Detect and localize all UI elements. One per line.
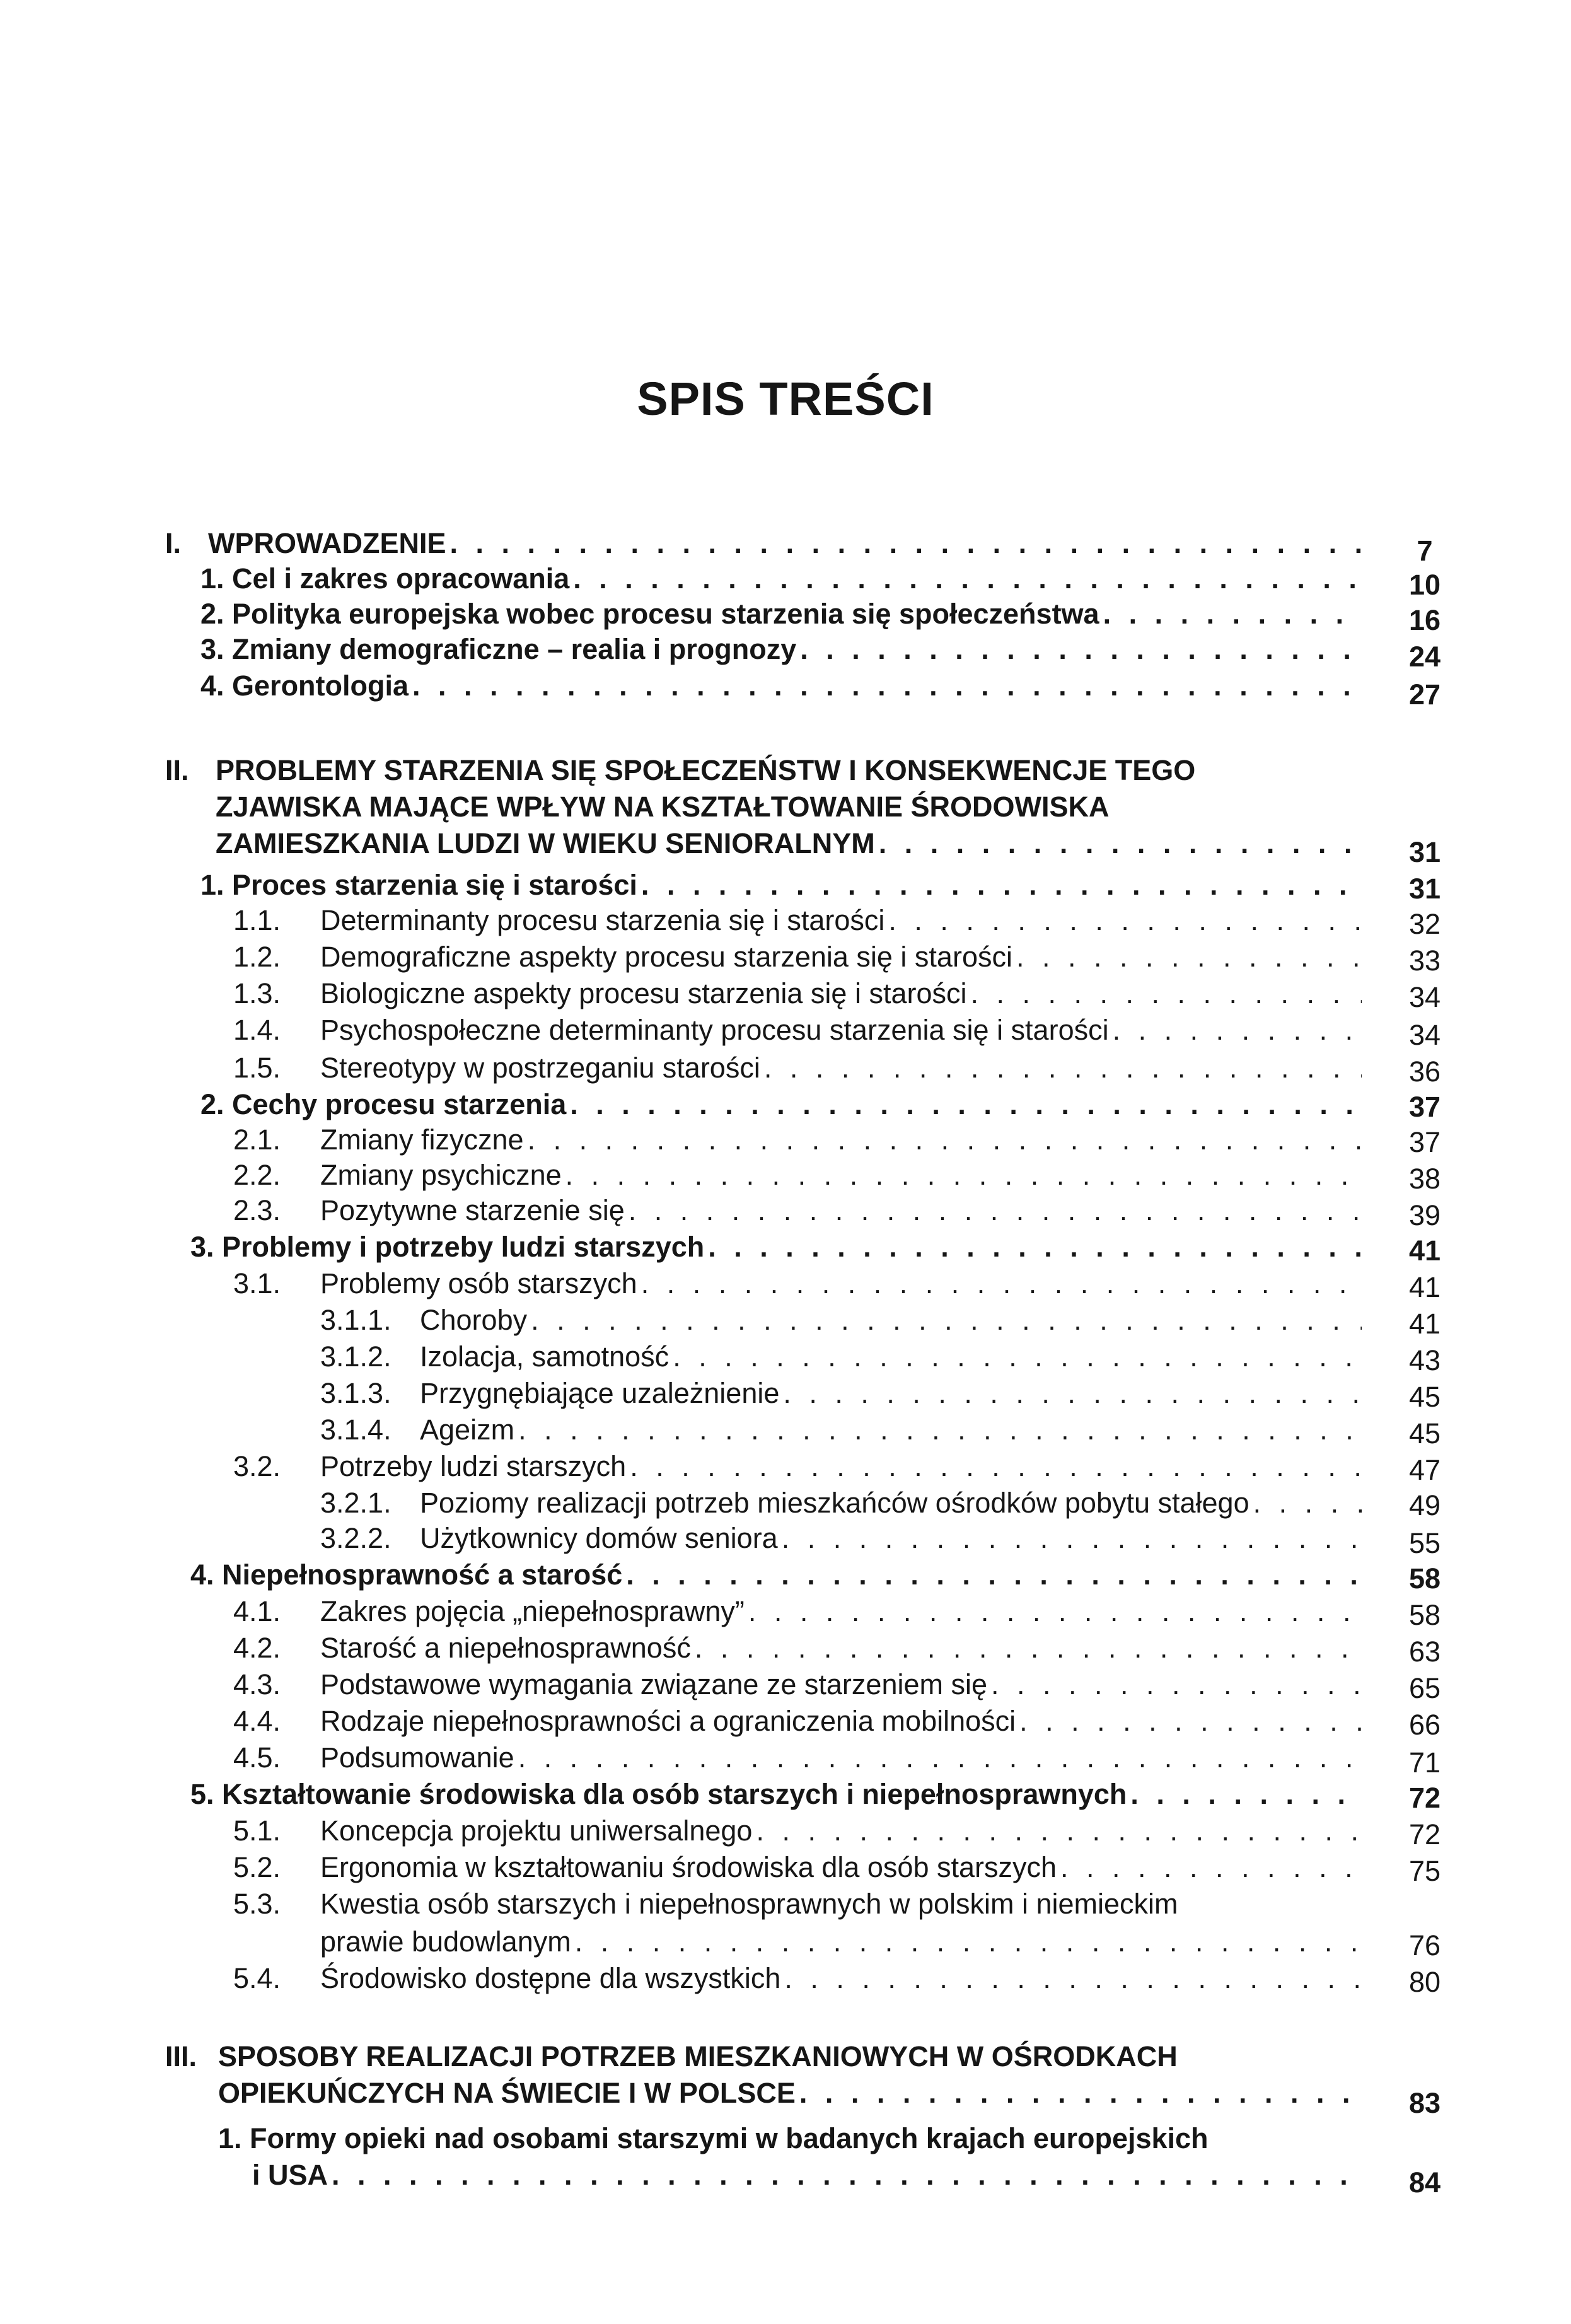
- toc-page-number: 55: [1408, 1527, 1441, 1559]
- toc-item-number: 1.5.: [233, 1052, 281, 1084]
- toc-entry-2-4: 4. Niepełnosprawność a starość . . .: [190, 1556, 1362, 1594]
- toc-page-number: 10: [1408, 569, 1441, 601]
- toc-item-number: 1.3.: [233, 977, 281, 1009]
- toc-entry-2-3-2-2: Użytkownicy domów seniora . . .: [420, 1519, 1362, 1557]
- toc-page-number: 37: [1408, 1091, 1441, 1123]
- toc-entry-2-5-3-line-2: prawie budowlanym . . .: [320, 1923, 1362, 1961]
- toc-item-number: 4.5.: [233, 1741, 281, 1774]
- toc-page-number: 72: [1408, 1782, 1441, 1814]
- toc-page-number: 37: [1408, 1126, 1441, 1158]
- toc-entry-3-1-line-2: i USA . . .: [252, 2156, 1362, 2194]
- toc-entry-2-1-3: Biologiczne aspekty procesu starzenia się i starości . . .: [320, 975, 1362, 1013]
- toc-entry-2-5: 5. Kształtowanie środowiska dla osób starszych i niepełnosprawnych . . .: [190, 1775, 1362, 1813]
- toc-page-number: 31: [1408, 873, 1441, 905]
- toc-page-number: 75: [1408, 1855, 1441, 1887]
- toc-entry-2-1-1: Determinanty procesu starzenia się i starości . . .: [320, 902, 1362, 939]
- toc-entry-1-1: 1. Cel i zakres opracowania . . .: [200, 560, 1362, 598]
- toc-entry-2-5-1: Koncepcja projektu uniwersalnego . . .: [320, 1812, 1362, 1850]
- toc-page-number: 24: [1408, 641, 1441, 673]
- section-1-number: I.: [165, 527, 182, 559]
- section-2-page: 31: [1408, 836, 1441, 868]
- section-3-number: III.: [165, 2040, 197, 2072]
- toc-entry-2-3-1-1: Choroby . . .: [420, 1301, 1362, 1339]
- toc-page-number: 65: [1408, 1672, 1441, 1704]
- toc-page-number: 34: [1408, 981, 1441, 1013]
- toc-page-number: 66: [1408, 1709, 1441, 1741]
- toc-entry-2-3-1: Problemy osób starszych . . .: [320, 1265, 1362, 1303]
- section-1-title: WPROWADZENIE: [208, 527, 446, 559]
- toc-item-number: 1.4.: [233, 1014, 281, 1046]
- toc-page-number: 58: [1408, 1599, 1441, 1631]
- toc-page-number: 45: [1408, 1381, 1441, 1413]
- section-3-heading-line-2: OPIEKUŃCZYCH NA ŚWIECIE I W POLSCE . . .: [218, 2074, 1362, 2112]
- toc-page-number: 43: [1408, 1344, 1441, 1376]
- toc-item-number: 3.1.2.: [320, 1340, 391, 1373]
- toc-entry-2-4-5: Podsumowanie . . .: [320, 1739, 1362, 1777]
- section-3-page: 83: [1408, 2087, 1441, 2119]
- toc-entry-2-3-1-2: Izolacja, samotność . . .: [420, 1338, 1362, 1376]
- toc-entry-2-1-5: Stereotypy w postrzeganiu starości . . .: [320, 1049, 1362, 1087]
- toc-item-number: 2.3.: [233, 1194, 281, 1226]
- toc-entry-2-4-4: Rodzaje niepełnosprawności a ograniczenia mobilności . . .: [320, 1702, 1362, 1740]
- toc-entry-2-5-2: Ergonomia w kształtowaniu środowiska dla osób starszych . . .: [320, 1849, 1362, 1886]
- toc-page-number: 32: [1408, 908, 1441, 940]
- section-2-heading-line-3: ZAMIESZKANIA LUDZI W WIEKU SENIORALNYM . . .: [216, 825, 1362, 863]
- toc-entry-2-3-2-1: Poziomy realizacji potrzeb mieszkańców ośrodków pobytu stałego . . .: [420, 1484, 1362, 1522]
- toc-entry-2-3-1-3: Przygnębiające uzależnienie . . .: [420, 1374, 1362, 1412]
- toc-entry-2-4-3: Podstawowe wymagania związane ze starzeniem się . . .: [320, 1666, 1362, 1704]
- toc-page-number: 72: [1408, 1818, 1441, 1850]
- toc-page-number: 16: [1408, 604, 1441, 636]
- toc-entry-2-2-1: Zmiany fizyczne . . .: [320, 1121, 1362, 1159]
- toc-item-number: 4.2.: [233, 1632, 281, 1664]
- toc-page-number: 80: [1408, 1966, 1441, 1998]
- toc-page-number: 45: [1408, 1417, 1441, 1450]
- section-2-number: II.: [165, 754, 189, 786]
- toc-entry-3-1-line-1: 1. Formy opieki nad osobami starszymi w badanych krajach europejskich: [218, 2122, 1209, 2154]
- toc-entry-2-2-2: Zmiany psychiczne . . .: [320, 1156, 1362, 1194]
- toc-entry-1-2: 2. Polityka europejska wobec procesu starzenia się społeczeństwa . . .: [200, 595, 1362, 633]
- toc-page-number: 39: [1408, 1199, 1441, 1231]
- toc-item-number: 3.2.2.: [320, 1522, 391, 1554]
- toc-item-number: 5.1.: [233, 1815, 281, 1847]
- toc-entry-2-4-2: Starość a niepełnosprawność . . .: [320, 1629, 1362, 1667]
- toc-page-number: 41: [1408, 1308, 1441, 1340]
- section-2-heading-line-2: ZJAWISKA MAJĄCE WPŁYW NA KSZTAŁTOWANIE ŚRODOWISKA: [216, 791, 1110, 823]
- toc-entry-1-4: 4. Gerontologia . . .: [200, 667, 1362, 705]
- toc-page-number: 84: [1408, 2166, 1441, 2199]
- toc-entry-2-1-2: Demograficzne aspekty procesu starzenia się i starości . . .: [320, 938, 1362, 976]
- toc-item-number: 2.1.: [233, 1124, 281, 1156]
- toc-page-number: 47: [1408, 1454, 1441, 1486]
- toc-page-number: 36: [1408, 1055, 1441, 1088]
- toc-page-number: 71: [1408, 1746, 1441, 1779]
- toc-page-number: 27: [1408, 678, 1441, 711]
- toc-page-number: 41: [1408, 1235, 1441, 1267]
- toc-page-number: 34: [1408, 1019, 1441, 1051]
- toc-item-number: 1.2.: [233, 941, 281, 973]
- toc-page-number: 33: [1408, 944, 1441, 977]
- toc-entry-2-2-3: Pozytywne starzenie się . . .: [320, 1192, 1362, 1229]
- toc-entry-2-2: 2. Cechy procesu starzenia . . .: [200, 1086, 1362, 1124]
- toc-item-number: 3.1.1.: [320, 1304, 391, 1336]
- toc-page-number: 49: [1408, 1489, 1441, 1521]
- toc-page-number: 76: [1408, 1929, 1441, 1961]
- toc-item-number: 3.1.3.: [320, 1377, 391, 1409]
- toc-entry-2-3-1-4: Ageizm . . .: [420, 1411, 1362, 1449]
- toc-entry-2-5-4: Środowisko dostępne dla wszystkich . . .: [320, 1960, 1362, 1997]
- toc-item-number: 3.1.: [233, 1267, 281, 1299]
- toc-entry-2-5-3-line-1: Kwestia osób starszych i niepełnosprawnych w polskim i niemieckim: [320, 1888, 1178, 1920]
- toc-item-number: 4.3.: [233, 1668, 281, 1700]
- toc-item-number: 1.1.: [233, 904, 281, 936]
- toc-item-number: 3.2.: [233, 1450, 281, 1482]
- toc-item-number: 3.2.1.: [320, 1487, 391, 1519]
- section-3-heading-line-1: SPOSOBY REALIZACJI POTRZEB MIESZKANIOWYCH W OŚRODKACH: [218, 2040, 1178, 2072]
- toc-page-number: 58: [1408, 1562, 1441, 1595]
- section-1-page: 7: [1417, 535, 1433, 567]
- page-title: SPIS TREŚCI: [637, 373, 934, 425]
- toc-entry-2-3: 3. Problemy i potrzeby ludzi starszych . . .: [190, 1228, 1362, 1266]
- toc-item-number: 3.1.4.: [320, 1414, 391, 1446]
- toc-item-number: 5.4.: [233, 1962, 281, 1994]
- toc-page-number: 63: [1408, 1636, 1441, 1668]
- toc-entry-2-1-4: Psychospołeczne determinanty procesu starzenia się i starości . . .: [320, 1011, 1362, 1049]
- toc-entry-2-4-1: Zakres pojęcia „niepełnosprawny” . . .: [320, 1593, 1362, 1630]
- toc-page-number: 38: [1408, 1163, 1441, 1195]
- toc-item-number: 5.2.: [233, 1851, 281, 1883]
- toc-item-number: 2.2.: [233, 1159, 281, 1191]
- toc-entry-2-1: 1. Proces starzenia się i starości . . .: [200, 866, 1362, 904]
- toc-item-number: 4.4.: [233, 1705, 281, 1737]
- toc-entry-1-3: 3. Zmiany demograficzne – realia i prognozy . . .: [200, 630, 1362, 668]
- section-1-heading: [208, 525, 1362, 562]
- toc-page-number: 41: [1408, 1271, 1441, 1303]
- toc-item-number: 4.1.: [233, 1595, 281, 1627]
- toc-entry-2-3-2: Potrzeby ludzi starszych . . .: [320, 1448, 1362, 1485]
- toc-item-number: 5.3.: [233, 1888, 281, 1920]
- section-2-heading-line-1: PROBLEMY STARZENIA SIĘ SPOŁECZEŃSTW I KONSEKWENCJE TEGO: [216, 754, 1196, 786]
